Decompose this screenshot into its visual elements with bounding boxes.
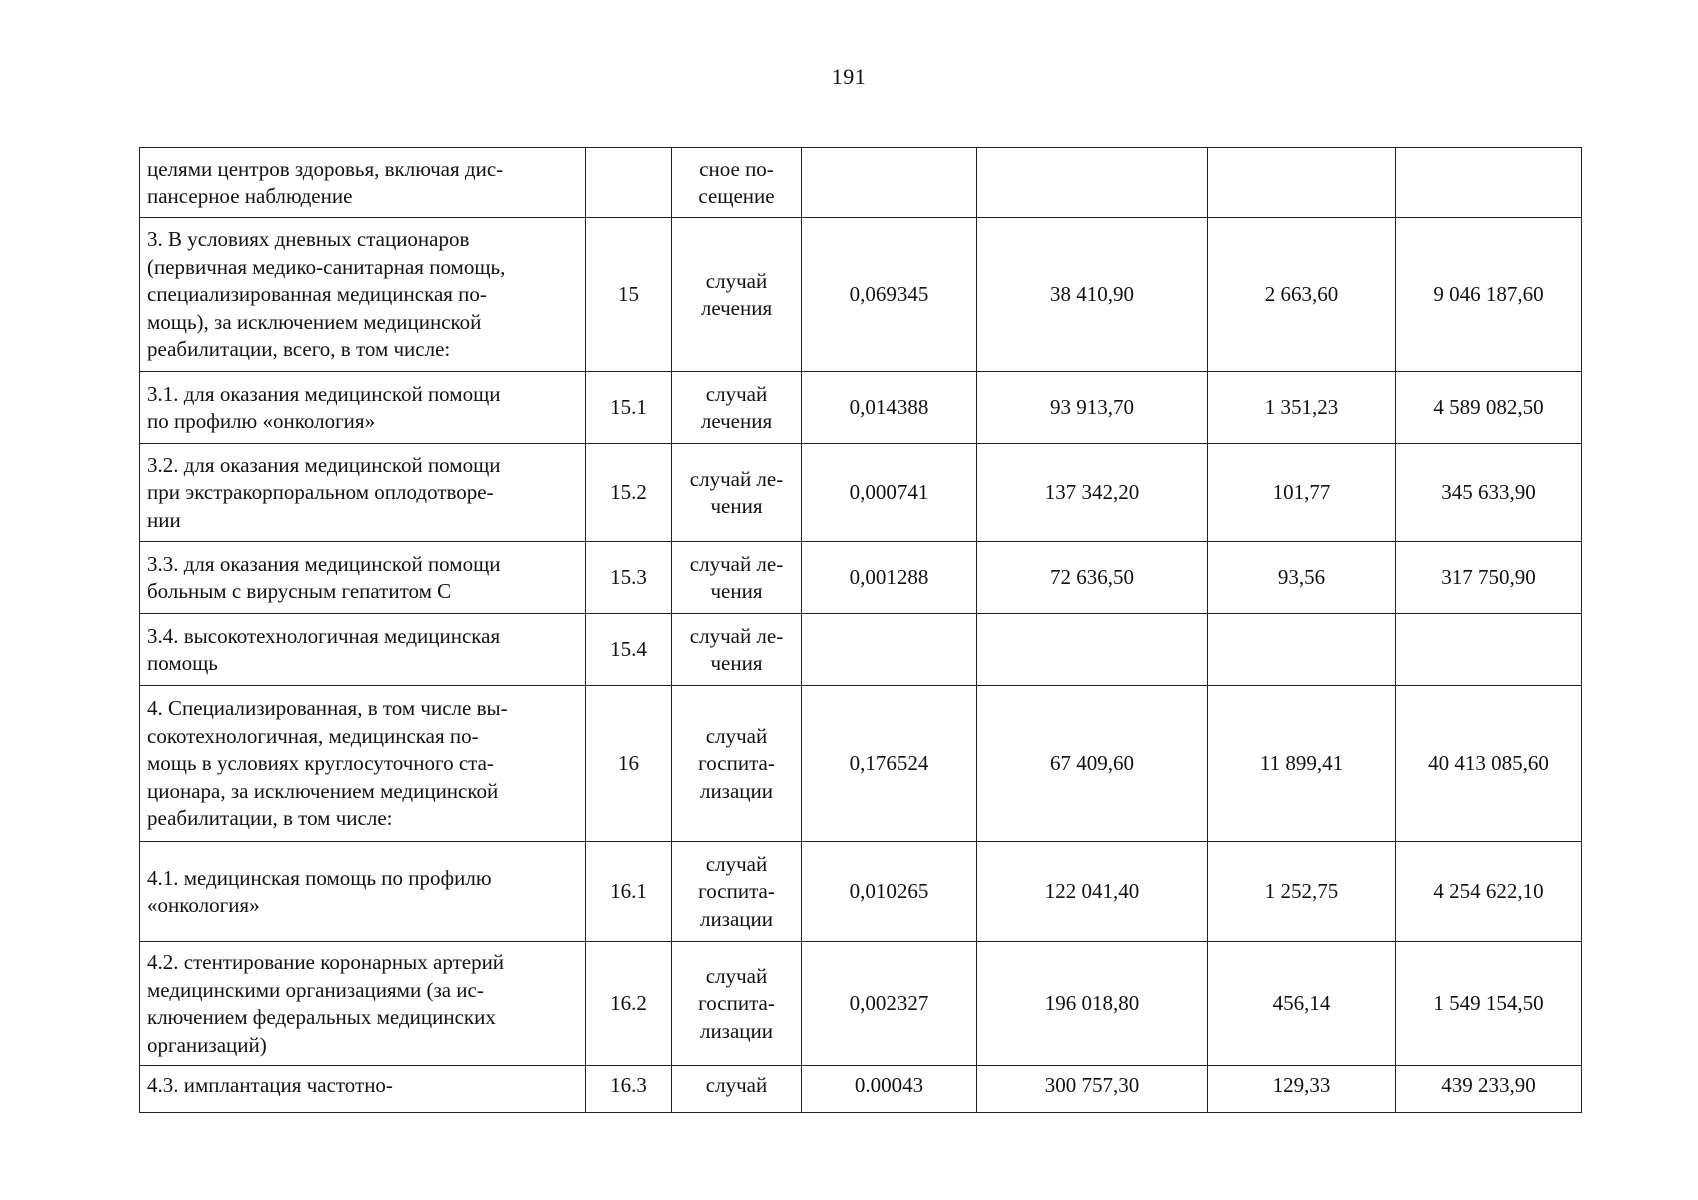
- name-line: 3.4. высокотехнологичная медицинская: [147, 623, 501, 648]
- name-line: медицинскими организациями (за ис-: [147, 977, 484, 1002]
- unit-line: госпита-: [698, 879, 775, 904]
- table-row: [140, 942, 1582, 1066]
- table-body: [140, 148, 1582, 1113]
- cell-name: [140, 372, 586, 444]
- cell-value-v1: 0,001288: [802, 542, 977, 614]
- name-line: сокотехнологичная, медицинская по-: [147, 723, 479, 748]
- name-line: мощь в условиях круглосуточного ста-: [147, 751, 494, 776]
- cell-name: [140, 614, 586, 686]
- cell-value-v1: 0,069345: [802, 218, 977, 372]
- cell-value-v3: 456,14: [1208, 942, 1396, 1066]
- cell-name: [140, 842, 586, 942]
- cell-value-v2: [977, 148, 1208, 218]
- table-row: [140, 614, 1582, 686]
- unit-line: лизации: [699, 1018, 774, 1043]
- cell-value-v1: [802, 614, 977, 686]
- cell-value-v3: 1 351,23: [1208, 372, 1396, 444]
- name-line: 3.1. для оказания медицинской помощи: [147, 381, 501, 406]
- cell-code: 16.2: [586, 942, 672, 1066]
- cell-value-v1: 0,010265: [802, 842, 977, 942]
- unit-line: лечения: [700, 296, 773, 320]
- cell-unit: [672, 218, 802, 372]
- unit-line: госпита-: [698, 991, 775, 1016]
- cell-code: 15.4: [586, 614, 672, 686]
- unit-line: сещение: [698, 184, 775, 208]
- unit-line: чения: [710, 651, 763, 675]
- unit-line: случай ле-: [689, 551, 784, 576]
- name-line: 3. В условиях дневных стационаров: [147, 227, 470, 252]
- name-line: специализированная медицинская по-: [147, 282, 487, 307]
- cell-name: [140, 148, 586, 218]
- cell-value-v3: [1208, 148, 1396, 218]
- cell-unit: [672, 1066, 802, 1113]
- cell-value-v2: 72 636,50: [977, 542, 1208, 614]
- table-row: [140, 686, 1582, 842]
- name-line: при экстракорпоральном оплодотворе-: [147, 480, 494, 505]
- name-line: (первичная медико-санитарная помощь,: [147, 254, 506, 279]
- name-line: 3.3. для оказания медицинской помощи: [147, 551, 501, 576]
- unit-line: случай: [705, 851, 768, 876]
- cell-value-v4: 9 046 187,60: [1396, 218, 1582, 372]
- cell-unit: [672, 686, 802, 842]
- cell-value-v4: 317 750,90: [1396, 542, 1582, 614]
- name-line: реабилитации, в том числе:: [147, 806, 393, 831]
- name-line: 4. Специализированная, в том числе вы-: [147, 696, 508, 721]
- unit-line: чения: [710, 494, 763, 518]
- name-line: ключением федеральных медицинских: [147, 1005, 496, 1029]
- unit-line: госпита-: [698, 751, 775, 776]
- cell-value-v1: 0,176524: [802, 686, 977, 842]
- cell-name: [140, 218, 586, 372]
- table-row: [140, 218, 1582, 372]
- cell-code: [586, 148, 672, 218]
- table-row: [140, 444, 1582, 542]
- unit-line: случай: [705, 381, 768, 406]
- name-line: 4.1. медицинская помощь по профилю: [147, 865, 492, 890]
- name-line: нии: [147, 507, 181, 532]
- table-row: [140, 148, 1582, 218]
- cell-value-v2: 300 757,30: [977, 1066, 1208, 1113]
- table-row: [140, 1066, 1582, 1113]
- cell-code: 16: [586, 686, 672, 842]
- cell-code: 15: [586, 218, 672, 372]
- name-line: больным с вирусным гепатитом С: [147, 579, 452, 603]
- cell-name: [140, 1066, 586, 1113]
- cell-unit: [672, 148, 802, 218]
- name-line: реабилитации, всего, в том числе:: [147, 337, 451, 362]
- table-row: [140, 372, 1582, 444]
- unit-line: случай: [705, 963, 768, 988]
- cell-name: [140, 686, 586, 842]
- cell-value-v4: 1 549 154,50: [1396, 942, 1582, 1066]
- cell-value-v2: 137 342,20: [977, 444, 1208, 542]
- cell-value-v3: 101,77: [1208, 444, 1396, 542]
- cell-name: [140, 942, 586, 1066]
- cell-name: [140, 542, 586, 614]
- name-line: 4.2. стентирование коронарных артерий: [147, 950, 505, 974]
- unit-line: случай: [705, 268, 768, 293]
- name-line: 4.3. имплантация частотно-: [147, 1073, 393, 1097]
- cell-unit: [672, 372, 802, 444]
- unit-line: случай: [705, 723, 768, 748]
- cell-unit: [672, 942, 802, 1066]
- cell-value-v3: 2 663,60: [1208, 218, 1396, 372]
- table-row: [140, 842, 1582, 942]
- name-line: ционара, за исключением медицинской: [147, 778, 499, 803]
- cell-value-v4: 4 589 082,50: [1396, 372, 1582, 444]
- name-line: целями центров здоровья, включая дис-: [147, 156, 504, 181]
- cell-value-v2: 122 041,40: [977, 842, 1208, 942]
- name-line: организаций): [147, 1032, 267, 1057]
- cell-code: 15.3: [586, 542, 672, 614]
- unit-line: лизации: [699, 778, 774, 803]
- cell-value-v4: 4 254 622,10: [1396, 842, 1582, 942]
- cell-value-v4: [1396, 148, 1582, 218]
- cell-code: 15.2: [586, 444, 672, 542]
- unit-line: случай: [705, 1073, 768, 1097]
- cell-value-v4: 345 633,90: [1396, 444, 1582, 542]
- data-table: [139, 147, 1582, 1113]
- cell-value-v1: [802, 148, 977, 218]
- cell-value-v2: 93 913,70: [977, 372, 1208, 444]
- cell-value-v4: [1396, 614, 1582, 686]
- cell-value-v2: 38 410,90: [977, 218, 1208, 372]
- cell-value-v1: 0,002327: [802, 942, 977, 1066]
- cell-value-v2: 67 409,60: [977, 686, 1208, 842]
- cell-value-v3: 1 252,75: [1208, 842, 1396, 942]
- cell-value-v4: 40 413 085,60: [1396, 686, 1582, 842]
- cell-unit: [672, 842, 802, 942]
- unit-line: лечения: [700, 409, 773, 433]
- unit-line: лизации: [699, 906, 774, 931]
- name-line: мощь), за исключением медицинской: [147, 309, 482, 334]
- unit-line: чения: [710, 579, 763, 603]
- cell-value-v1: 0,000741: [802, 444, 977, 542]
- name-line: по профилю «онкология»: [147, 409, 376, 433]
- name-line: помощь: [147, 651, 218, 675]
- cell-value-v3: 93,56: [1208, 542, 1396, 614]
- cell-value-v4: 439 233,90: [1396, 1066, 1582, 1113]
- cell-code: 16.3: [586, 1066, 672, 1113]
- unit-line: сное по-: [699, 156, 774, 181]
- cell-code: 15.1: [586, 372, 672, 444]
- cell-value-v1: 0,014388: [802, 372, 977, 444]
- cell-value-v3: 129,33: [1208, 1066, 1396, 1113]
- table-row: [140, 542, 1582, 614]
- cell-unit: [672, 614, 802, 686]
- page-number: 191: [831, 64, 867, 89]
- unit-line: случай ле-: [689, 623, 784, 648]
- cell-unit: [672, 444, 802, 542]
- cell-code: 16.1: [586, 842, 672, 942]
- name-line: пансерное наблюдение: [147, 184, 353, 208]
- cell-name: [140, 444, 586, 542]
- cell-value-v3: 11 899,41: [1208, 686, 1396, 842]
- cell-value-v1: 0.00043: [802, 1066, 977, 1113]
- unit-line: случай ле-: [689, 466, 784, 491]
- cell-value-v3: [1208, 614, 1396, 686]
- name-line: «онкология»: [147, 893, 260, 917]
- cell-value-v2: [977, 614, 1208, 686]
- cell-value-v2: 196 018,80: [977, 942, 1208, 1066]
- cell-unit: [672, 542, 802, 614]
- name-line: 3.2. для оказания медицинской помощи: [147, 452, 501, 477]
